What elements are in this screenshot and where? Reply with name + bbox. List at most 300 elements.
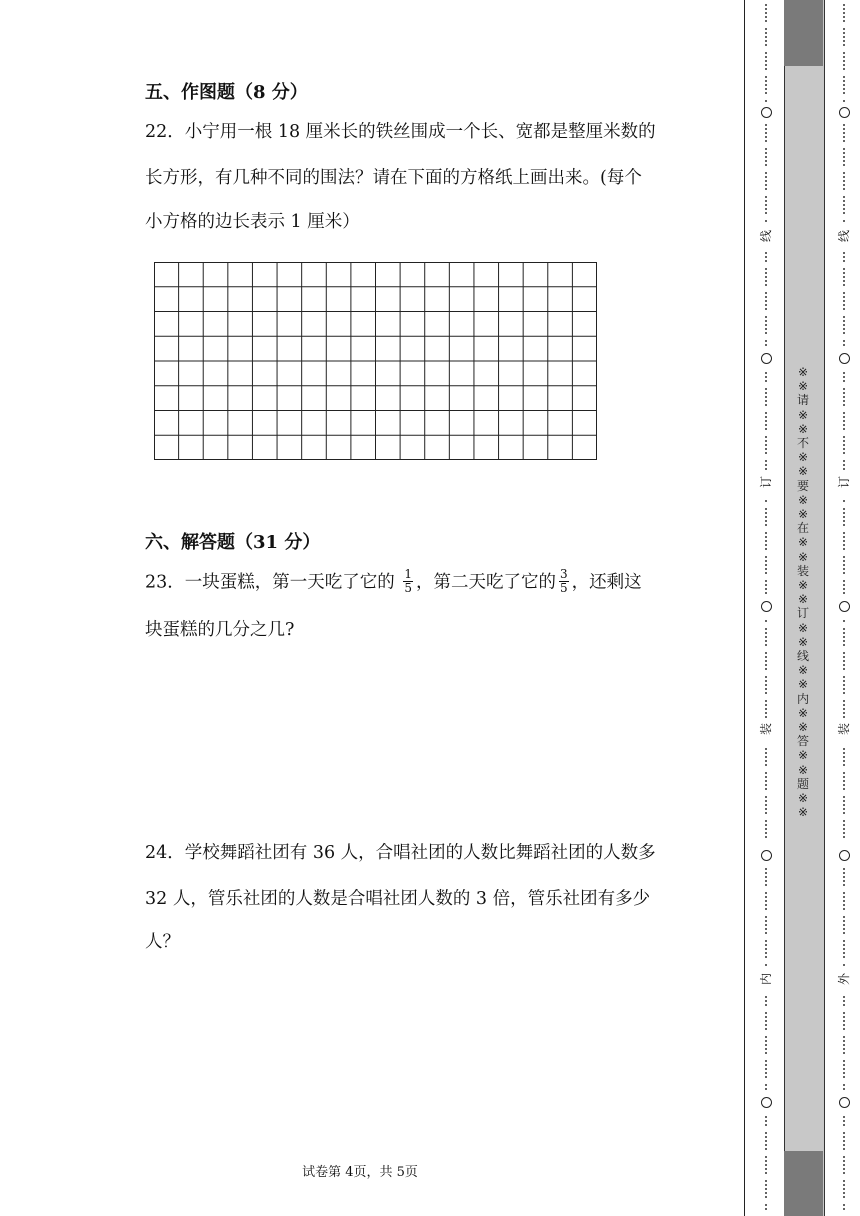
outer-dot bbox=[843, 688, 845, 690]
q24-line-3: 人？ bbox=[145, 932, 180, 952]
inner-dot bbox=[765, 784, 767, 786]
inner-dot bbox=[765, 716, 767, 718]
inner-dot bbox=[765, 316, 767, 318]
inner-dot bbox=[765, 532, 767, 534]
outer-dot bbox=[843, 1192, 845, 1194]
outer-dot bbox=[843, 32, 845, 34]
outer-dot bbox=[843, 380, 845, 382]
inner-dot bbox=[765, 900, 767, 902]
outer-dot bbox=[843, 36, 845, 38]
inner-dot bbox=[765, 1196, 767, 1198]
square-grid-paper[interactable] bbox=[154, 262, 597, 460]
inner-dot bbox=[765, 588, 767, 590]
outer-dot bbox=[843, 872, 845, 874]
outer-dot bbox=[843, 40, 845, 42]
fraction-numerator: 1 bbox=[404, 567, 412, 581]
outer-dot bbox=[843, 668, 845, 670]
inner-dot bbox=[765, 80, 767, 82]
inner-dot bbox=[765, 468, 767, 470]
outer-dot bbox=[843, 796, 845, 798]
q24-line-2: 32 人，管乐社团的人数是合唱社团人数的 3 倍，管乐社团有多少 bbox=[145, 889, 651, 909]
inner-dot bbox=[765, 1120, 767, 1122]
inner-dot bbox=[765, 512, 767, 514]
inner-dot bbox=[765, 676, 767, 678]
outer-dot bbox=[843, 284, 845, 286]
outer-dot bbox=[843, 568, 845, 570]
inner-dot bbox=[765, 12, 767, 14]
outer-dot bbox=[843, 56, 845, 58]
inner-dot bbox=[765, 220, 767, 222]
inner-dot bbox=[765, 280, 767, 282]
outer-dot bbox=[843, 708, 845, 710]
inner-dot bbox=[765, 396, 767, 398]
inner-dot bbox=[765, 1192, 767, 1194]
inner-dot bbox=[765, 536, 767, 538]
inner-dot bbox=[765, 328, 767, 330]
inner-dot bbox=[765, 620, 767, 622]
outer-circle-2 bbox=[839, 353, 850, 364]
inner-dot bbox=[765, 4, 767, 6]
inner-dot bbox=[765, 1072, 767, 1074]
outer-dot bbox=[843, 908, 845, 910]
inner-dot bbox=[765, 276, 767, 278]
inner-dot bbox=[765, 896, 767, 898]
inner-dot bbox=[765, 68, 767, 70]
outer-dot bbox=[843, 808, 845, 810]
fraction-one-fifth bbox=[403, 568, 413, 594]
inner-dot bbox=[765, 208, 767, 210]
outer-dot bbox=[843, 880, 845, 882]
inner-dot bbox=[765, 836, 767, 838]
outer-dot bbox=[843, 464, 845, 466]
inner-dot bbox=[765, 1048, 767, 1050]
inner-dot bbox=[765, 628, 767, 630]
outer-dot bbox=[843, 1084, 845, 1086]
outer-dot bbox=[843, 132, 845, 134]
outer-dot bbox=[843, 1036, 845, 1038]
outer-dot bbox=[843, 700, 845, 702]
outer-dot bbox=[843, 332, 845, 334]
outer-dot bbox=[843, 824, 845, 826]
outer-dot bbox=[843, 884, 845, 886]
inner-dot bbox=[765, 1004, 767, 1006]
inner-dot bbox=[765, 876, 767, 878]
outer-dot bbox=[843, 900, 845, 902]
inner-dot bbox=[765, 296, 767, 298]
outer-dot bbox=[843, 276, 845, 278]
inner-dot bbox=[765, 1064, 767, 1066]
inner-dot bbox=[765, 516, 767, 518]
outer-dot bbox=[843, 128, 845, 130]
outer-dot bbox=[843, 160, 845, 162]
inner-dot bbox=[765, 680, 767, 682]
outer-dot bbox=[843, 1132, 845, 1134]
outer-dot bbox=[843, 148, 845, 150]
outer-dot bbox=[843, 704, 845, 706]
inner-dot bbox=[765, 256, 767, 258]
inner-dot bbox=[765, 652, 767, 654]
outer-dot bbox=[843, 820, 845, 822]
inner-dot bbox=[765, 708, 767, 710]
inner-dot bbox=[765, 556, 767, 558]
outer-mark-1: 线 bbox=[837, 230, 851, 243]
inner-dot bbox=[765, 200, 767, 202]
outer-dot bbox=[843, 20, 845, 22]
inner-dot bbox=[765, 656, 767, 658]
outer-dot bbox=[843, 176, 845, 178]
outer-dot bbox=[843, 304, 845, 306]
outer-dot bbox=[843, 420, 845, 422]
inner-dot bbox=[765, 772, 767, 774]
section-6-heading: 六、解答题（31 分） bbox=[145, 532, 321, 553]
outer-dot bbox=[843, 404, 845, 406]
inner-dot bbox=[765, 1144, 767, 1146]
inner-dot bbox=[765, 84, 767, 86]
outer-dot bbox=[843, 140, 845, 142]
outer-dot bbox=[843, 416, 845, 418]
inner-dot bbox=[765, 808, 767, 810]
inner-dot bbox=[765, 776, 767, 778]
outer-dot bbox=[843, 564, 845, 566]
outer-dot bbox=[843, 1076, 845, 1078]
outer-dot bbox=[843, 460, 845, 462]
outer-dot bbox=[843, 444, 845, 446]
outer-dot bbox=[843, 776, 845, 778]
inner-dot bbox=[765, 132, 767, 134]
inner-dot bbox=[765, 464, 767, 466]
q23-line-2: 块蛋糕的几分之几? bbox=[145, 620, 295, 640]
inner-dot bbox=[765, 1036, 767, 1038]
inner-dot bbox=[765, 872, 767, 874]
inner-dot bbox=[765, 1068, 767, 1070]
inner-dot bbox=[765, 268, 767, 270]
outer-dot bbox=[843, 1116, 845, 1118]
outer-dot bbox=[843, 868, 845, 870]
outer-dot bbox=[843, 1168, 845, 1170]
fraction-denominator: 5 bbox=[560, 580, 568, 595]
inner-circle-1 bbox=[761, 107, 772, 118]
outer-dot bbox=[843, 220, 845, 222]
outer-dot bbox=[843, 376, 845, 378]
inner-dot bbox=[765, 752, 767, 754]
outer-dot bbox=[843, 800, 845, 802]
outer-dot bbox=[843, 692, 845, 694]
q22-line-1: 22．小宁用一根 18 厘米长的铁丝围成一个长、宽都是整厘米数的 bbox=[145, 122, 656, 142]
outer-dot bbox=[843, 928, 845, 930]
outer-dot bbox=[843, 92, 845, 94]
inner-dot bbox=[765, 420, 767, 422]
inner-dot bbox=[765, 1132, 767, 1134]
outer-dot bbox=[843, 940, 845, 942]
inner-dot bbox=[765, 712, 767, 714]
outer-dot bbox=[843, 52, 845, 54]
inner-dot bbox=[765, 928, 767, 930]
binding-edge-line bbox=[744, 0, 745, 1216]
outer-dot bbox=[843, 28, 845, 30]
inner-dot bbox=[765, 868, 767, 870]
outer-dot bbox=[843, 1060, 845, 1062]
outer-dot bbox=[843, 88, 845, 90]
inner-dot bbox=[765, 684, 767, 686]
inner-dot bbox=[765, 76, 767, 78]
outer-dot bbox=[843, 324, 845, 326]
inner-dot bbox=[765, 204, 767, 206]
outer-dot bbox=[843, 196, 845, 198]
outer-dot bbox=[843, 628, 845, 630]
outer-dot bbox=[843, 712, 845, 714]
inner-dot bbox=[765, 40, 767, 42]
inner-dot bbox=[765, 796, 767, 798]
inner-dot bbox=[765, 1044, 767, 1046]
outer-dot bbox=[843, 1144, 845, 1146]
outer-dot bbox=[843, 1204, 845, 1206]
outer-dot bbox=[843, 392, 845, 394]
outer-dot bbox=[843, 428, 845, 430]
inner-dot bbox=[765, 260, 767, 262]
inner-dot bbox=[765, 636, 767, 638]
inner-dot bbox=[765, 940, 767, 942]
outer-dot bbox=[843, 620, 845, 622]
inner-dot bbox=[765, 32, 767, 34]
outer-dot bbox=[843, 500, 845, 502]
outer-dot bbox=[843, 1172, 845, 1174]
inner-dot bbox=[765, 904, 767, 906]
q24-line-1: 24．学校舞蹈社团有 36 人，合唱社团的人数比舞蹈社团的人数多 bbox=[145, 843, 656, 863]
inner-dot bbox=[765, 996, 767, 998]
inner-dot bbox=[765, 180, 767, 182]
outer-dot bbox=[843, 584, 845, 586]
outer-dot bbox=[843, 1088, 845, 1090]
outer-dot bbox=[843, 1124, 845, 1126]
inner-dot bbox=[765, 320, 767, 322]
outer-dot bbox=[843, 1068, 845, 1070]
inner-dot bbox=[765, 584, 767, 586]
inner-dot bbox=[765, 300, 767, 302]
outer-dot bbox=[843, 532, 845, 534]
inner-dot bbox=[765, 828, 767, 830]
outer-mark-4: 外 bbox=[837, 973, 851, 986]
outer-dot bbox=[843, 156, 845, 158]
outer-dot bbox=[843, 664, 845, 666]
outer-dot bbox=[843, 396, 845, 398]
inner-dot bbox=[765, 1168, 767, 1170]
outer-dot bbox=[843, 172, 845, 174]
outer-dot bbox=[843, 436, 845, 438]
outer-dot bbox=[843, 680, 845, 682]
outer-dot bbox=[843, 1196, 845, 1198]
inner-dot bbox=[765, 188, 767, 190]
inner-dot bbox=[765, 284, 767, 286]
outer-dot bbox=[843, 944, 845, 946]
outer-circle-3 bbox=[839, 601, 850, 612]
inner-dot bbox=[765, 308, 767, 310]
outer-dot bbox=[843, 1120, 845, 1122]
inner-dot bbox=[765, 880, 767, 882]
inner-dot bbox=[765, 700, 767, 702]
outer-dot bbox=[843, 64, 845, 66]
outer-dot bbox=[843, 68, 845, 70]
outer-dot bbox=[843, 256, 845, 258]
outer-dot bbox=[843, 440, 845, 442]
outer-dot bbox=[843, 280, 845, 282]
inner-dot bbox=[765, 164, 767, 166]
outer-dot bbox=[843, 956, 845, 958]
inner-dot bbox=[765, 1076, 767, 1078]
inner-dot bbox=[765, 1180, 767, 1182]
inner-dot bbox=[765, 1148, 767, 1150]
outer-circle-5 bbox=[839, 1097, 850, 1108]
inner-dot bbox=[765, 100, 767, 102]
inner-dot bbox=[765, 304, 767, 306]
outer-dot bbox=[843, 308, 845, 310]
inner-dot bbox=[765, 908, 767, 910]
inner-dot bbox=[765, 1160, 767, 1162]
inner-dot bbox=[765, 1012, 767, 1014]
inner-dot bbox=[765, 1188, 767, 1190]
outer-dot bbox=[843, 80, 845, 82]
outer-dot bbox=[843, 676, 845, 678]
inner-dot bbox=[765, 1184, 767, 1186]
outer-dot bbox=[843, 184, 845, 186]
outer-dot bbox=[843, 4, 845, 6]
inner-dot bbox=[765, 812, 767, 814]
outer-dot bbox=[843, 916, 845, 918]
outer-dot bbox=[843, 424, 845, 426]
inner-dot bbox=[765, 820, 767, 822]
inner-dot bbox=[765, 760, 767, 762]
outer-dot bbox=[843, 536, 845, 538]
inner-dot bbox=[765, 212, 767, 214]
outer-dot bbox=[843, 580, 845, 582]
inner-dot bbox=[765, 344, 767, 346]
inner-dot bbox=[765, 156, 767, 158]
inner-dot bbox=[765, 1116, 767, 1118]
outer-dot bbox=[843, 1004, 845, 1006]
outer-dot bbox=[843, 452, 845, 454]
outer-dot bbox=[843, 932, 845, 934]
outer-dot bbox=[843, 964, 845, 966]
outer-dot bbox=[843, 1184, 845, 1186]
outer-dot bbox=[843, 560, 845, 562]
inner-dot bbox=[765, 520, 767, 522]
outer-dot bbox=[843, 1208, 845, 1210]
outer-dot bbox=[843, 300, 845, 302]
inner-dot bbox=[765, 372, 767, 374]
inner-dot bbox=[765, 592, 767, 594]
inner-dot bbox=[765, 1156, 767, 1158]
inner-dot bbox=[765, 508, 767, 510]
inner-dot bbox=[765, 788, 767, 790]
inner-dot bbox=[765, 128, 767, 130]
inner-dot bbox=[765, 920, 767, 922]
inner-dot bbox=[765, 524, 767, 526]
outer-dot bbox=[843, 268, 845, 270]
binding-dark-block-top bbox=[784, 0, 823, 66]
outer-dot bbox=[843, 76, 845, 78]
inner-dot bbox=[765, 956, 767, 958]
inner-dot bbox=[765, 1028, 767, 1030]
inner-dot bbox=[765, 692, 767, 694]
inner-dot bbox=[765, 748, 767, 750]
inner-dot bbox=[765, 1052, 767, 1054]
outer-dot bbox=[843, 644, 845, 646]
inner-dot bbox=[765, 88, 767, 90]
inner-dot bbox=[765, 324, 767, 326]
outer-dot bbox=[843, 8, 845, 10]
outer-dot bbox=[843, 328, 845, 330]
outer-dot bbox=[843, 1148, 845, 1150]
inner-dot bbox=[765, 428, 767, 430]
inner-dot bbox=[765, 924, 767, 926]
outer-dot bbox=[843, 212, 845, 214]
inner-dot bbox=[765, 756, 767, 758]
inner-dot bbox=[765, 832, 767, 834]
fraction-denominator: 5 bbox=[404, 580, 412, 595]
outer-dot bbox=[843, 892, 845, 894]
inner-dot bbox=[765, 560, 767, 562]
inner-dot bbox=[765, 60, 767, 62]
q23-text-part-2: ，第二天吃了它的 bbox=[416, 572, 556, 593]
inner-dot bbox=[765, 1140, 767, 1142]
inner-dot bbox=[765, 952, 767, 954]
outer-dot bbox=[843, 1052, 845, 1054]
outer-dot bbox=[843, 344, 845, 346]
inner-dot bbox=[765, 660, 767, 662]
outer-dot bbox=[843, 716, 845, 718]
inner-dot bbox=[765, 332, 767, 334]
outer-dot bbox=[843, 904, 845, 906]
outer-dot bbox=[843, 204, 845, 206]
inner-dot bbox=[765, 580, 767, 582]
inner-dot bbox=[765, 764, 767, 766]
outer-dot bbox=[843, 636, 845, 638]
inner-dot bbox=[765, 388, 767, 390]
inner-dot bbox=[765, 452, 767, 454]
inner-dot bbox=[765, 500, 767, 502]
outer-dot bbox=[843, 780, 845, 782]
outer-dot bbox=[843, 100, 845, 102]
outer-dot bbox=[843, 996, 845, 998]
outer-dot bbox=[843, 656, 845, 658]
inner-dot bbox=[765, 376, 767, 378]
outer-dot bbox=[843, 516, 845, 518]
outer-dot bbox=[843, 44, 845, 46]
outer-dot bbox=[843, 60, 845, 62]
outer-dot bbox=[843, 784, 845, 786]
outer-dot bbox=[843, 572, 845, 574]
inner-dot bbox=[765, 152, 767, 154]
outer-dot bbox=[843, 340, 845, 342]
inner-dot bbox=[765, 1020, 767, 1022]
outer-dot bbox=[843, 924, 845, 926]
inner-mark-1: 线 bbox=[759, 230, 773, 243]
inner-dot bbox=[765, 1040, 767, 1042]
inner-dot bbox=[765, 392, 767, 394]
inner-dot bbox=[765, 564, 767, 566]
inner-dot bbox=[765, 1164, 767, 1166]
outer-dot bbox=[843, 764, 845, 766]
binding-dark-block-bottom bbox=[784, 1151, 823, 1216]
q23-text-part-3: ，还剩这 bbox=[571, 572, 642, 593]
inner-dot bbox=[765, 136, 767, 138]
inner-dot bbox=[765, 780, 767, 782]
outer-dot bbox=[843, 592, 845, 594]
outer-dot bbox=[843, 1048, 845, 1050]
inner-circle-5 bbox=[761, 1097, 772, 1108]
inner-dot bbox=[765, 1060, 767, 1062]
outer-dot bbox=[843, 652, 845, 654]
outer-dot bbox=[843, 876, 845, 878]
